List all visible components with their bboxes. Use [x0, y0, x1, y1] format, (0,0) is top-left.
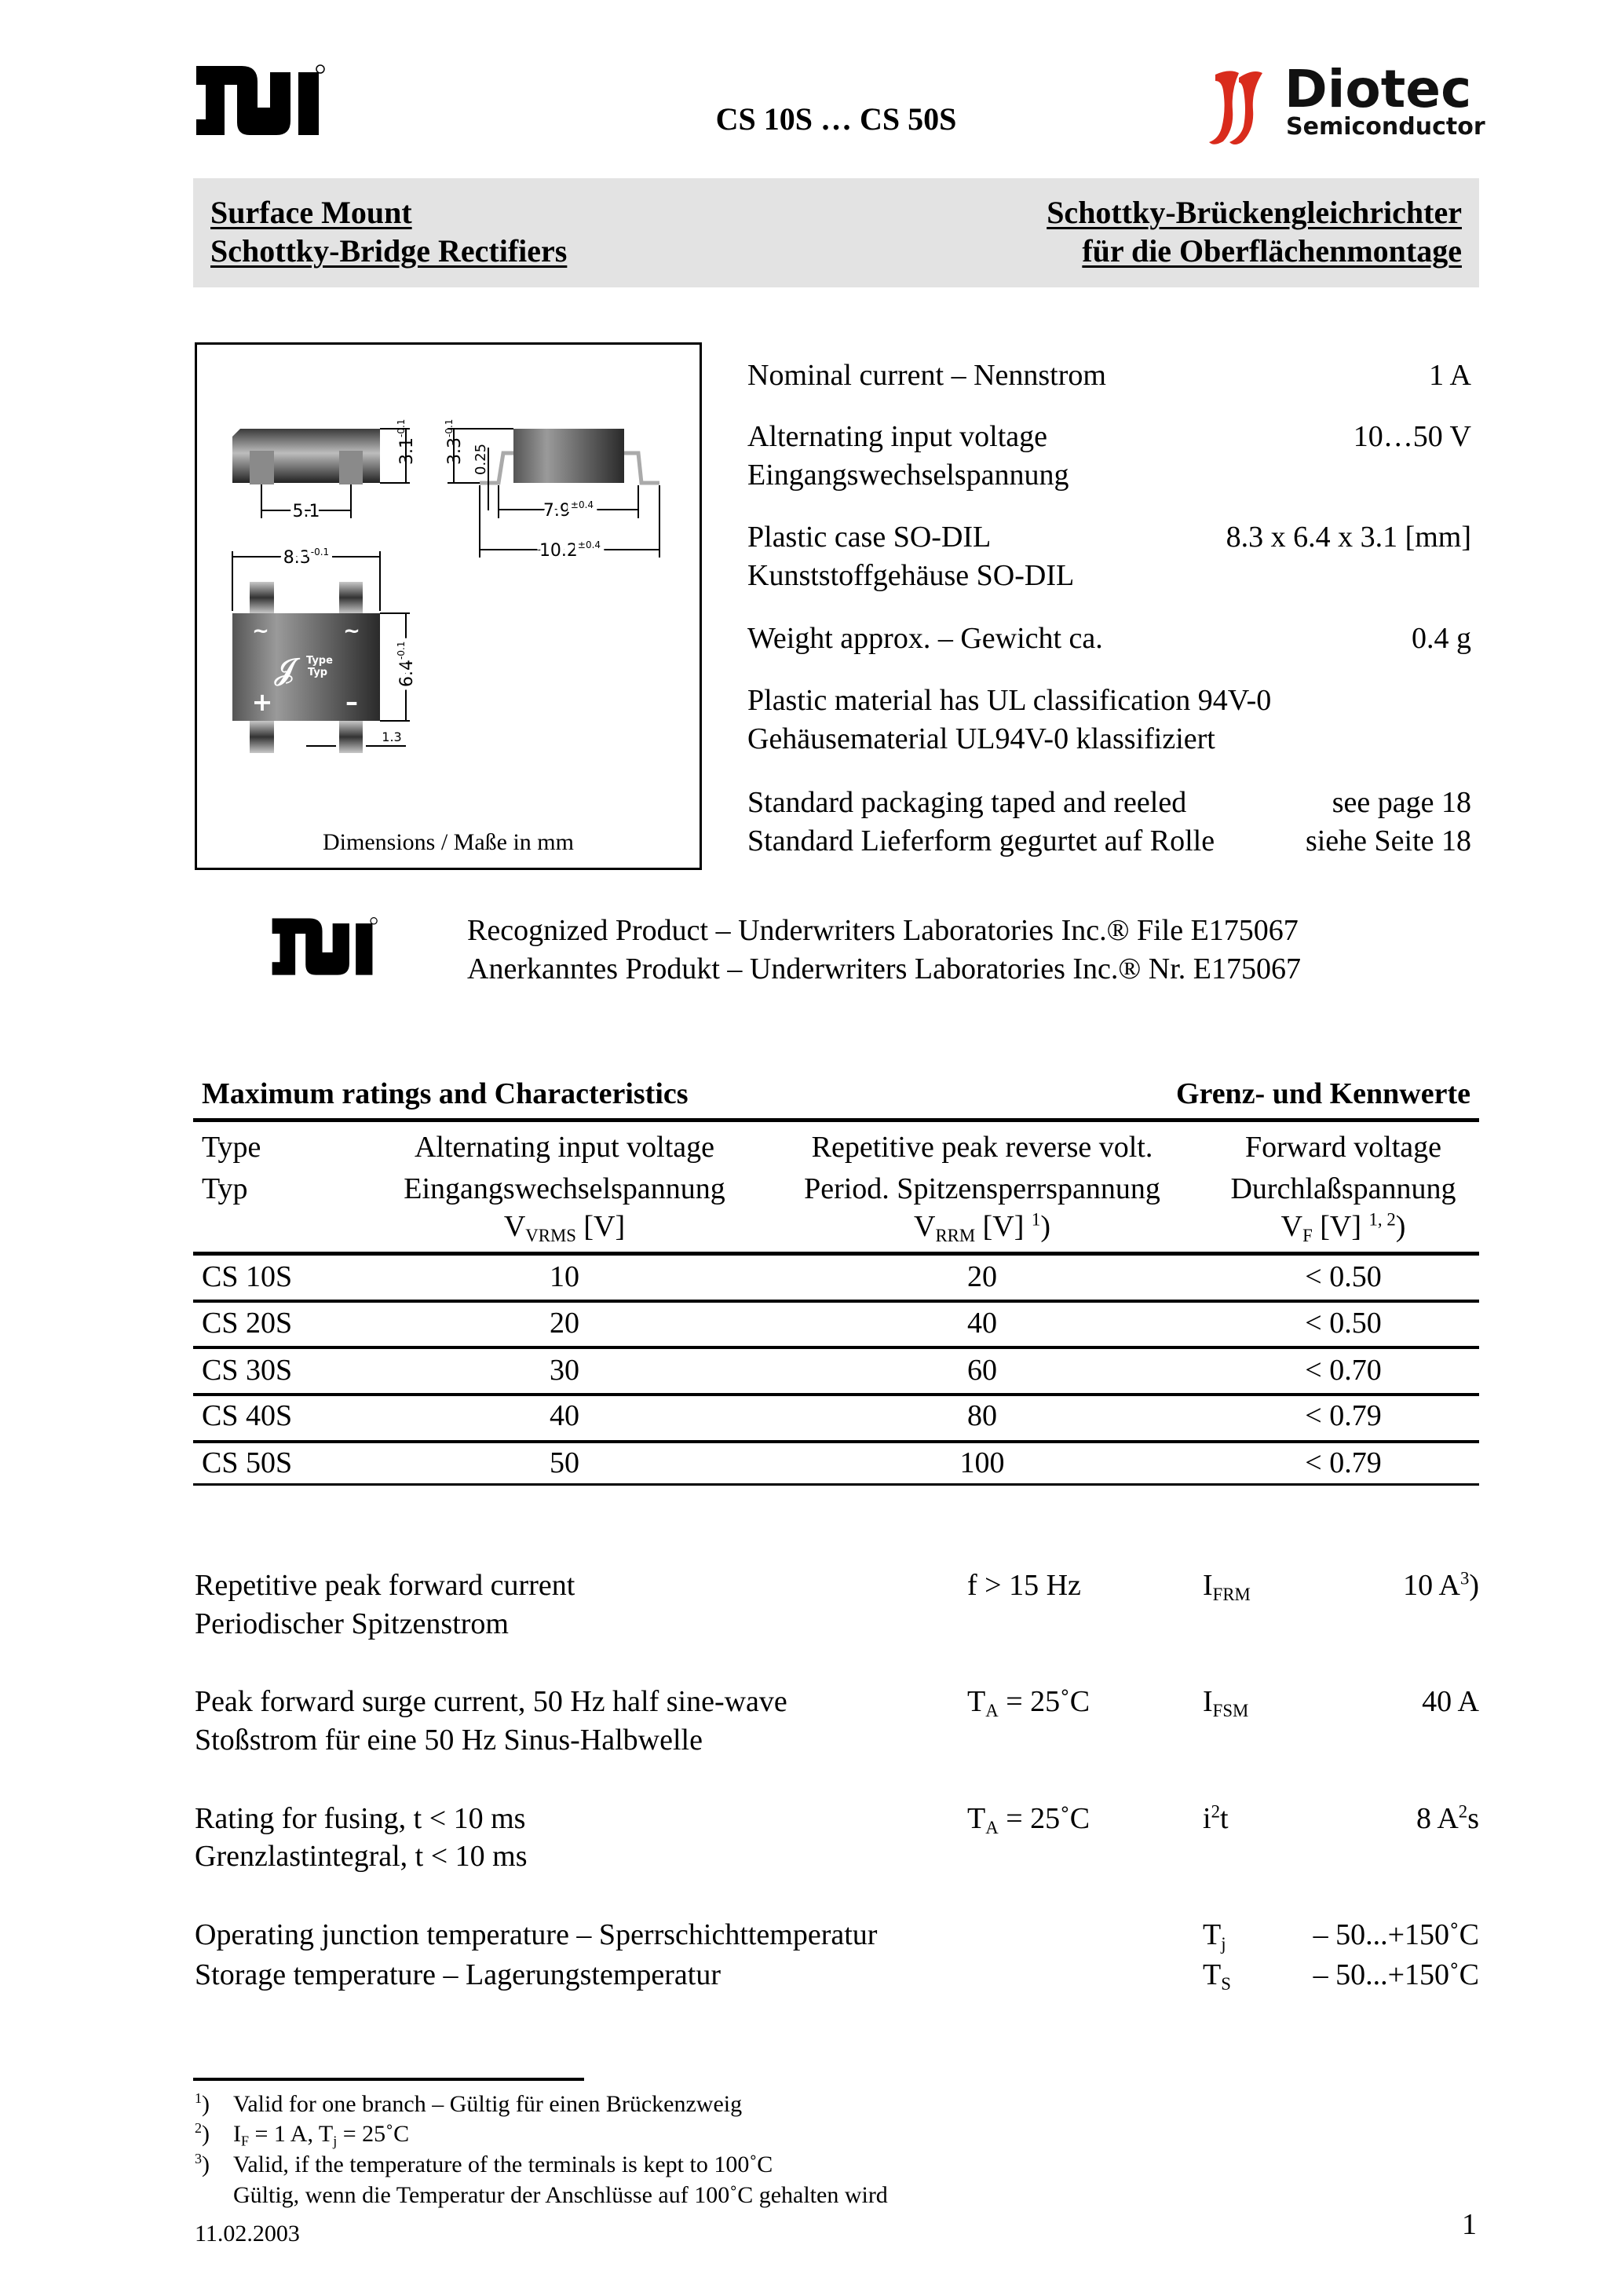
value-cell: 80: [967, 1399, 997, 1432]
text-part: = 25˚C: [998, 1802, 1090, 1835]
column-header-symbol: $V_{RRM}$ [V] $^1$): [914, 1209, 1050, 1245]
spec-label: Plastic case SO-DIL: [747, 521, 992, 554]
spec-label: Standard packaging taped and reeled: [747, 786, 1187, 819]
text-part: V: [914, 1210, 936, 1243]
footnote-rule: [193, 2078, 584, 2081]
param-label: Repetitive peak forward current: [195, 1569, 575, 1602]
value-cell: < 0.79: [1305, 1399, 1382, 1432]
text-part: VRMS: [525, 1225, 576, 1245]
text-part: S: [1221, 1973, 1231, 1994]
diotec-emblem-icon: [1206, 67, 1269, 149]
ac-mark-1: ~: [252, 620, 269, 643]
value-cell: 40: [967, 1307, 997, 1340]
text-part: [V]: [975, 1210, 1032, 1243]
text-part: RRM: [935, 1225, 976, 1245]
param-symbol: [1203, 1957, 1231, 1993]
footnote-text: [233, 2119, 409, 2149]
value-cell: 100: [959, 1446, 1005, 1479]
spec-label-de: Standard Lieferform gegurtet auf Rolle: [747, 824, 1215, 857]
spec-label: Weight approx. – Gewicht ca.: [747, 622, 1103, 655]
param-value: [1416, 1801, 1479, 1837]
spec-label-de: Eingangswechselspannung: [747, 459, 1069, 492]
text-part: FSM: [1212, 1700, 1249, 1720]
typ-label: Typ: [308, 667, 328, 678]
dim-body-span: $7.9^{\pm 0.4}$: [542, 499, 594, 521]
text-part: T: [1203, 1958, 1222, 1991]
param-label-de: Grenzlastintegral, t < 10 ms: [195, 1840, 528, 1873]
spec-label-de: Gehäusematerial UL94V-0 klassifiziert: [747, 722, 1215, 755]
text-part: V: [503, 1210, 526, 1243]
table-title-de: Grenz- und Kennwerte: [1175, 1077, 1470, 1110]
param-label: Rating for fusing, t < 10 ms: [195, 1802, 526, 1835]
param-symbol: [1203, 1567, 1251, 1603]
column-header-de: Durchlaßspannung: [1230, 1172, 1456, 1205]
value-cell: < 0.50: [1305, 1307, 1382, 1340]
param-value: – 50...+150˚C: [1313, 1958, 1479, 1991]
param-value: [1422, 1684, 1479, 1720]
type-cell: CS 10S: [202, 1260, 293, 1293]
document-title: CS 10S … CS 50S: [715, 101, 957, 137]
footnote-ref: 3: [1459, 1568, 1470, 1589]
footnote-number: $^2$): [195, 2120, 210, 2147]
brand-name: Diotec: [1284, 59, 1472, 119]
type-cell: CS 30S: [202, 1354, 293, 1387]
footnote-ref: 1: [1031, 1209, 1041, 1230]
column-header-de: Eingangswechselspannung: [404, 1172, 725, 1205]
footnote-num: 1: [195, 2090, 202, 2107]
footnote-num: 2: [195, 2120, 202, 2137]
type-cell: CS 20S: [202, 1307, 293, 1340]
title-en-line1: Surface Mount: [210, 195, 412, 230]
footnote-ref: 1, 2: [1368, 1209, 1396, 1230]
text-part: [V]: [575, 1210, 626, 1243]
text-part: j: [1221, 1933, 1226, 1954]
row-rule: [193, 1346, 1479, 1349]
dim-height-side: $3.1^{-0.1}$: [396, 419, 417, 465]
title-en-line2: Schottky-Bridge Rectifiers: [210, 233, 568, 269]
text-part: F: [1302, 1225, 1313, 1245]
page-number: 1: [1462, 2208, 1477, 2241]
param-condition: [967, 1567, 1081, 1603]
text-part: F: [241, 2133, 250, 2149]
type-cell: CS 50S: [202, 1446, 293, 1479]
text-part: T: [967, 1802, 986, 1835]
value-cell: 20: [550, 1307, 579, 1340]
table-top-rule: [193, 1118, 1479, 1122]
diotec-logo: [1206, 59, 1485, 149]
value-cell: 50: [550, 1446, 579, 1479]
value-cell: < 0.50: [1305, 1260, 1382, 1293]
text-part: [V]: [1312, 1210, 1369, 1243]
spec-value: 0.4 g: [1412, 622, 1471, 655]
text-part: 8 A: [1416, 1802, 1459, 1835]
footnote-text: [233, 2150, 773, 2180]
spec-label: Alternating input voltage: [747, 420, 1048, 453]
dim-total-span: $10.2^{\pm 0.4}$: [539, 539, 601, 561]
dim-lead-thickness: 0.25: [473, 443, 489, 475]
document-date: 11.02.2003: [195, 2221, 300, 2247]
spec-value: 8.3 x 6.4 x 3.1 [mm]: [1226, 521, 1471, 554]
param-symbol: [1203, 1801, 1229, 1837]
spec-label: Plastic material has UL classification 94V-0: [747, 684, 1272, 717]
text-part: 10 A: [1403, 1569, 1460, 1602]
title-de-line1: Schottky-Brückengleichrichter: [1047, 195, 1462, 230]
text-part: Valid, if the temperature of the terminals is kept to 100˚C: [233, 2152, 773, 2177]
text-part: A: [985, 1700, 999, 1720]
text-part: j: [333, 2133, 338, 2149]
column-header-symbol: $V_F$ [V] $^{1, 2}$): [1280, 1209, 1406, 1245]
spec-label-de: Kunststoffgehäuse SO-DIL: [747, 559, 1075, 592]
text-part: T: [1203, 1918, 1222, 1951]
text-part: I: [233, 2121, 241, 2147]
dim-width: $6.4^{-0.1}$: [396, 641, 417, 687]
param-condition: [967, 1684, 1090, 1720]
text-part: I: [1203, 1685, 1213, 1718]
param-value: 10 $A^3$): [1403, 1568, 1479, 1602]
column-header-en: Forward voltage: [1244, 1131, 1442, 1164]
text-part: V: [1280, 1210, 1303, 1243]
footnote-text: [233, 2089, 742, 2119]
spec-value-de: siehe Seite 18: [1305, 824, 1471, 857]
text-part: i: [1203, 1802, 1211, 1835]
column-header-de: Period. Spitzensperrspannung: [804, 1172, 1160, 1205]
value-cell: 60: [967, 1354, 997, 1387]
row-rule: [193, 1440, 1479, 1443]
column-header-en: Type: [202, 1131, 261, 1164]
param-condition: [967, 1801, 1090, 1837]
text-part: I: [1203, 1569, 1213, 1602]
plus-mark: +: [251, 687, 273, 717]
value-cell: 10: [550, 1260, 579, 1293]
text-part: 2: [1211, 1801, 1220, 1822]
footnote-number: $^1$): [195, 2090, 210, 2117]
spec-value: 1 A: [1429, 359, 1471, 392]
text-part: = 25˚C: [998, 1685, 1090, 1718]
title-de-line2: für die Oberflächenmontage: [1082, 233, 1462, 269]
text-part: f > 15 Hz: [967, 1569, 1081, 1602]
dim-height-end: $3.3^{-0.1}$: [444, 419, 465, 465]
type-cell: CS 40S: [202, 1399, 293, 1432]
dim-pitch: 5.1: [292, 502, 320, 521]
spec-label: Nominal current – Nennstrom: [747, 359, 1106, 392]
ul-logo-small: [271, 916, 378, 982]
minus-mark: –: [345, 687, 358, 717]
row-rule: [193, 1393, 1479, 1396]
column-header-de: Typ: [202, 1172, 248, 1205]
dim-lead-width: 1.3: [382, 729, 402, 744]
text-part: FRM: [1212, 1584, 1251, 1604]
column-header-symbol: [504, 1208, 625, 1245]
value-cell: 40: [550, 1399, 579, 1432]
text-part: s: [1467, 1802, 1479, 1835]
param-label-de: Storage temperature – Lagerungstemperatur: [195, 1958, 721, 1991]
param-label: Peak forward surge current, 50 Hz half sine-wave: [195, 1685, 787, 1718]
spec-value: 10…50 V: [1353, 420, 1471, 453]
value-cell: 30: [550, 1354, 579, 1387]
type-label: Type: [306, 655, 333, 667]
text-part: t: [1219, 1802, 1229, 1835]
row-rule: [193, 1300, 1479, 1303]
text-part: 2: [1458, 1801, 1468, 1822]
ul-recognition-de: Anerkanntes Produkt – Underwriters Laboratories Inc.® Nr. E175067: [467, 952, 1301, 985]
text-part: Valid for one branch – Gültig für einen Brückenzweig: [233, 2091, 743, 2117]
ul-recognition-en: Recognized Product – Underwriters Laboratories Inc.® File E175067: [467, 914, 1299, 947]
text-part: = 1 A, T: [249, 2121, 334, 2147]
param-label-de: Periodischer Spitzenstrom: [195, 1607, 509, 1640]
column-header-en: Repetitive peak reverse volt.: [811, 1131, 1153, 1164]
table-title-en: Maximum ratings and Characteristics: [202, 1077, 689, 1110]
value-cell: < 0.79: [1305, 1446, 1382, 1479]
value-cell: 20: [967, 1260, 997, 1293]
text-part: = 25˚C: [337, 2121, 410, 2147]
text-part: 40 A: [1422, 1685, 1479, 1718]
param-symbol: [1203, 1684, 1248, 1720]
text-part: A: [985, 1817, 999, 1837]
footnote-text-de: Gültig, wenn die Temperatur der Anschlüsse auf 100˚C gehalten wird: [233, 2182, 888, 2208]
param-label: Operating junction temperature – Sperrschichttemperatur: [195, 1918, 878, 1951]
dimensions-caption: Dimensions / Maße in mm: [323, 829, 574, 855]
text-part: T: [967, 1685, 986, 1718]
package-dimension-drawing: [188, 330, 707, 864]
diotec-mark-icon: 𝒥: [274, 652, 296, 686]
param-label-de: Stoßstrom für eine 50 Hz Sinus-Halbwelle: [195, 1724, 703, 1757]
dim-length: $8.3^{-0.1}$: [283, 547, 330, 568]
value-cell: < 0.70: [1305, 1354, 1382, 1387]
brand-subtitle: Semiconductor: [1286, 113, 1485, 141]
spec-value: see page 18: [1332, 786, 1471, 819]
table-header-rule: [193, 1252, 1479, 1256]
ul-logo: [195, 64, 325, 141]
footnote-number: $^3$): [195, 2151, 210, 2177]
param-symbol: [1203, 1917, 1226, 1953]
footnote-num: 3: [195, 2151, 202, 2167]
ac-mark-2: ~: [343, 620, 360, 643]
param-value: – 50...+150˚C: [1313, 1918, 1479, 1951]
row-rule: [193, 1483, 1479, 1486]
column-header-en: Alternating input voltage: [414, 1131, 715, 1164]
